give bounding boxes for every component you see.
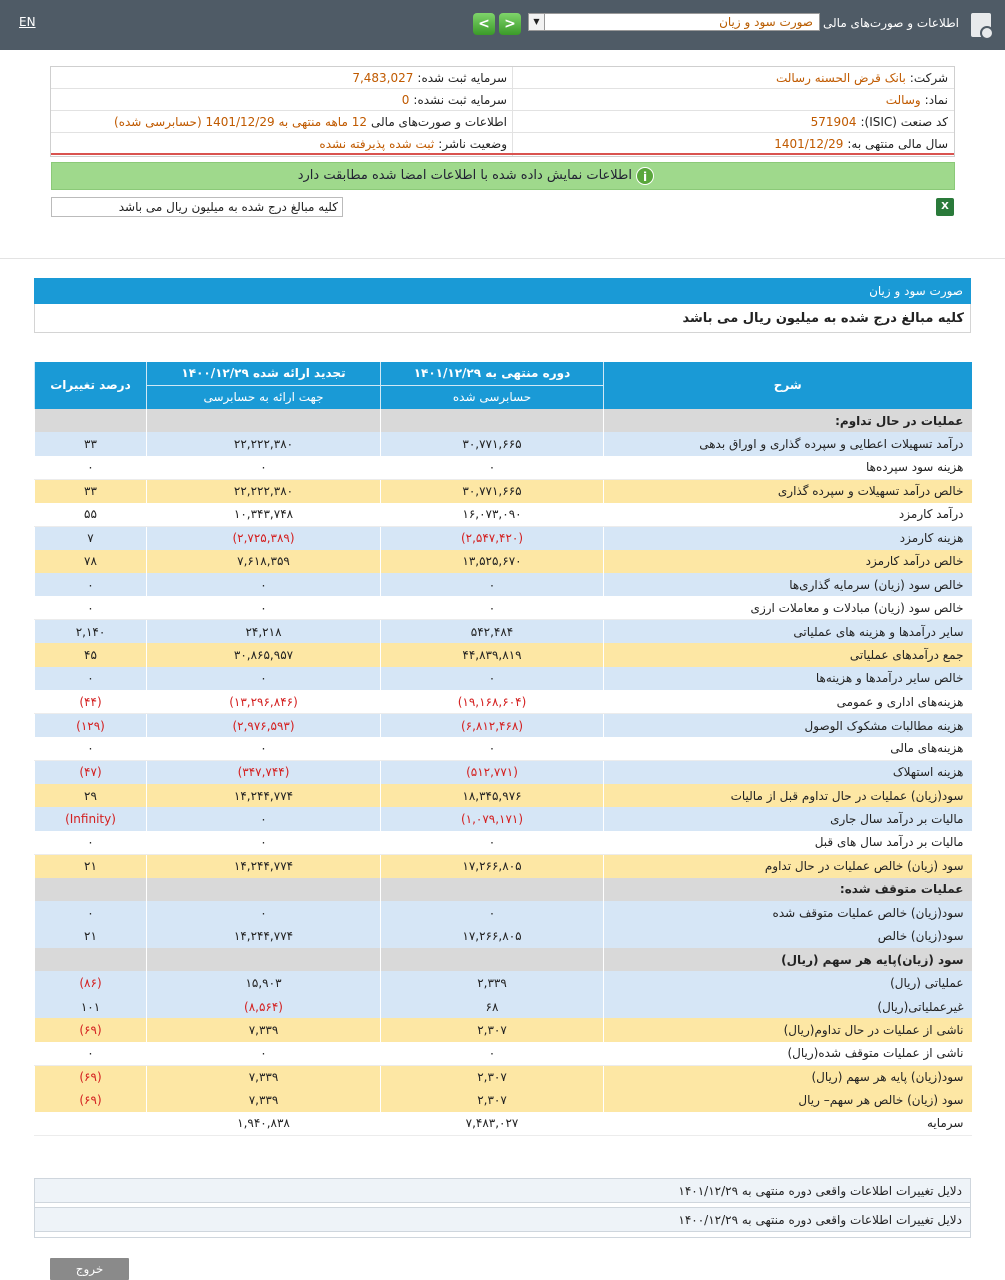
- table-row: [35, 760, 972, 783]
- row-change-percent: ۲,۱۴۰: [35, 620, 147, 643]
- table-row: [35, 714, 972, 737]
- row-description: سود(زیان) عملیات در حال تداوم قبل از مالیات: [604, 784, 972, 807]
- table-row: [35, 784, 972, 807]
- row-current-value: ۰: [381, 667, 604, 690]
- row-current-value: [381, 409, 604, 432]
- row-description: خالص درآمد کارمزد: [604, 550, 972, 573]
- row-previous-value: ۱,۹۴۰,۸۳۸: [147, 1112, 381, 1135]
- row-description: غیرعملیاتی(ریال): [604, 995, 972, 1018]
- row-description: خالص سایر درآمدها و هزینه‌ها: [604, 667, 972, 690]
- row-current-value: (۱۹,۱۶۸,۶۰۴): [381, 690, 604, 713]
- row-change-percent: ۳۳: [35, 432, 147, 455]
- row-current-value: ۱۷,۲۶۶,۸۰۵: [381, 925, 604, 948]
- row-current-value: ۷,۴۸۳,۰۲۷: [381, 1112, 604, 1135]
- row-change-percent: (۶۹): [35, 1089, 147, 1112]
- statements-label: اطلاعات و صورت‌های مالی: [371, 115, 507, 129]
- row-change-percent: ۰: [35, 573, 147, 596]
- table-row: [35, 948, 972, 971]
- row-description: سود(زیان) خالص: [604, 925, 972, 948]
- registered-capital-label: سرمایه ثبت شده:: [417, 71, 507, 85]
- row-change-percent: ۰: [35, 667, 147, 690]
- app-title: اطلاعات و صورت‌های مالی: [823, 16, 959, 30]
- row-change-percent: (۶۹): [35, 1018, 147, 1041]
- reasons-row-1400[interactable]: دلایل تغییرات اطلاعات واقعی دوره منتهی به ۱۴۰۰/۱۲/۲۹: [34, 1207, 971, 1232]
- row-current-value: [381, 948, 604, 971]
- symbol-label: نماد:: [924, 93, 948, 107]
- divider: [0, 258, 1005, 259]
- fiscal-year-label: سال مالی منتهی به:: [847, 137, 948, 151]
- row-current-value: ۲,۳۰۷: [381, 1018, 604, 1041]
- row-current-value: ۲,۳۰۷: [381, 1065, 604, 1088]
- row-change-percent: ۰: [35, 596, 147, 619]
- table-row: [35, 1089, 972, 1112]
- row-change-percent: ۵۵: [35, 503, 147, 526]
- row-change-percent: ۲۱: [35, 854, 147, 877]
- row-current-value: ۰: [381, 901, 604, 924]
- row-previous-value: ۱۵,۹۰۳: [147, 971, 381, 994]
- row-description: خالص درآمد تسهیلات و سپرده گذاری: [604, 479, 972, 502]
- row-description: ناشی از عملیات در حال تداوم(ریال): [604, 1018, 972, 1041]
- table-row: [35, 503, 972, 526]
- table-row: [35, 596, 972, 619]
- row-current-value: [381, 878, 604, 901]
- row-previous-value: (۳۴۷,۷۴۴): [147, 760, 381, 783]
- row-change-percent: (Infinity): [35, 807, 147, 830]
- row-previous-value: ۰: [147, 1042, 381, 1065]
- row-description: سود (زیان) خالص هر سهم– ریال: [604, 1089, 972, 1112]
- excel-export-icon[interactable]: X: [936, 198, 954, 216]
- table-row: [35, 550, 972, 573]
- row-change-percent: ۲۹: [35, 784, 147, 807]
- row-description: هزینه‌های اداری و عمومی: [604, 690, 972, 713]
- chevron-down-icon[interactable]: ▼: [529, 14, 545, 30]
- row-description: هزینه مطالبات مشکوک الوصول: [604, 714, 972, 737]
- header-description: شرح: [604, 362, 972, 409]
- income-statement-table: [34, 362, 972, 1136]
- row-current-value: (۵۱۲,۷۷۱): [381, 760, 604, 783]
- row-previous-value: ۰: [147, 807, 381, 830]
- row-current-value: ۰: [381, 456, 604, 479]
- reasons-spacer: [34, 1232, 971, 1238]
- row-description: جمع درآمدهای عملیاتی: [604, 643, 972, 666]
- row-description: سایر درآمدها و هزینه های عملیاتی: [604, 620, 972, 643]
- row-change-percent: [35, 948, 147, 971]
- row-previous-value: ۰: [147, 667, 381, 690]
- row-previous-value: ۰: [147, 737, 381, 760]
- row-current-value: ۰: [381, 573, 604, 596]
- row-change-percent: ۰: [35, 1042, 147, 1065]
- top-bar: [0, 0, 1005, 50]
- publisher-status-value: ثبت شده پذیرفته نشده: [319, 137, 435, 151]
- row-change-percent: [35, 1112, 147, 1135]
- row-previous-value: ۰: [147, 901, 381, 924]
- row-current-value: ۳۰,۷۷۱,۶۶۵: [381, 479, 604, 502]
- row-previous-value: ۷,۳۳۹: [147, 1018, 381, 1041]
- row-change-percent: ۴۵: [35, 643, 147, 666]
- row-current-value: ۰: [381, 1042, 604, 1065]
- row-change-percent: [35, 878, 147, 901]
- units-note-box: کلیه مبالغ درج شده به میلیون ریال می باشد: [51, 197, 343, 217]
- row-current-value: ۱۷,۲۶۶,۸۰۵: [381, 854, 604, 877]
- prev-report-button[interactable]: <: [473, 13, 495, 35]
- row-change-percent: ۱۰۱: [35, 995, 147, 1018]
- verification-notice: [51, 162, 955, 190]
- row-current-value: ۵۴۲,۴۸۴: [381, 620, 604, 643]
- row-current-value: ۰: [381, 831, 604, 854]
- row-previous-value: [147, 948, 381, 971]
- table-row: [35, 456, 972, 479]
- row-previous-value: (۱۳,۲۹۶,۸۴۶): [147, 690, 381, 713]
- row-description: درآمد تسهیلات اعطایی و سپرده گذاری و اوراق بدهی: [604, 432, 972, 455]
- row-description: هزینه کارمزد: [604, 526, 972, 549]
- table-row: [35, 667, 972, 690]
- table-row: [35, 690, 972, 713]
- row-current-value: ۰: [381, 596, 604, 619]
- table-row: [35, 1112, 972, 1135]
- row-description: مالیات بر درآمد سال جاری: [604, 807, 972, 830]
- row-current-value: ۶۸: [381, 995, 604, 1018]
- row-previous-value: (۸,۵۶۴): [147, 995, 381, 1018]
- isic-value: 571904: [810, 115, 857, 129]
- row-previous-value: ۲۲,۲۲۲,۳۸۰: [147, 432, 381, 455]
- row-description: ناشی از عملیات متوقف شده(ریال): [604, 1042, 972, 1065]
- table-row: [35, 831, 972, 854]
- row-previous-value: ۰: [147, 596, 381, 619]
- row-previous-value: ۱۴,۲۴۴,۷۷۴: [147, 925, 381, 948]
- info-row-1: [51, 67, 954, 89]
- row-change-percent: (۱۲۹): [35, 714, 147, 737]
- row-description: هزینه سود سپرده‌ها: [604, 456, 972, 479]
- row-change-percent: (۴۴): [35, 690, 147, 713]
- table-row: [35, 573, 972, 596]
- row-previous-value: (۲,۹۷۶,۵۹۳): [147, 714, 381, 737]
- unregistered-capital-label: سرمایه ثبت نشده:: [413, 93, 507, 107]
- report-type-select[interactable]: [528, 13, 820, 31]
- header-restated-sub: جهت ارائه به حسابرسی: [147, 385, 381, 408]
- row-description: سود (زیان) خالص عملیات در حال تداوم: [604, 854, 972, 877]
- row-description: عملیات در حال تداوم:: [604, 409, 972, 432]
- row-current-value: ۱۸,۳۴۵,۹۷۶: [381, 784, 604, 807]
- table-row: [35, 901, 972, 924]
- table-row: [35, 878, 972, 901]
- row-description: عملیات متوقف شده:: [604, 878, 972, 901]
- publisher-status-label: وضعیت ناشر:: [438, 137, 507, 151]
- fiscal-year-value: 1401/12/29: [774, 137, 844, 151]
- table-row: [35, 479, 972, 502]
- row-change-percent: ۷: [35, 526, 147, 549]
- table-row: [35, 409, 972, 432]
- exit-button[interactable]: خروج: [50, 1258, 129, 1280]
- unregistered-capital-value: 0: [401, 93, 410, 107]
- row-current-value: ۱۳,۵۲۵,۶۷۰: [381, 550, 604, 573]
- row-previous-value: ۲۲,۲۲۲,۳۸۰: [147, 479, 381, 502]
- symbol-value: وسالت: [885, 93, 921, 107]
- table-row: [35, 995, 972, 1018]
- row-previous-value: ۱۴,۲۴۴,۷۷۴: [147, 784, 381, 807]
- language-switch-link[interactable]: EN: [19, 15, 36, 29]
- verification-notice-text: اطلاعات نمایش داده شده با اطلاعات امضا شده مطابقت دارد: [297, 168, 632, 183]
- header-period: دوره منتهی به ۱۴۰۱/۱۲/۲۹: [381, 362, 604, 385]
- row-change-percent: ۰: [35, 456, 147, 479]
- row-change-percent: (۶۹): [35, 1065, 147, 1088]
- row-previous-value: ۰: [147, 831, 381, 854]
- report-type-select-value: صورت سود و زیان: [719, 15, 813, 29]
- row-current-value: ۳۰,۷۷۱,۶۶۵: [381, 432, 604, 455]
- table-row: [35, 643, 972, 666]
- next-report-button[interactable]: >: [499, 13, 521, 35]
- row-change-percent: ۰: [35, 831, 147, 854]
- section-title: صورت سود و زیان: [34, 278, 971, 304]
- row-change-percent: ۷۸: [35, 550, 147, 573]
- row-current-value: ۲,۳۰۷: [381, 1089, 604, 1112]
- table-row: [35, 971, 972, 994]
- document-check-icon: [971, 13, 991, 37]
- info-row-3: [51, 111, 954, 133]
- row-change-percent: ۲۱: [35, 925, 147, 948]
- row-current-value: ۱۶,۰۷۳,۰۹۰: [381, 503, 604, 526]
- row-previous-value: ۷,۶۱۸,۳۵۹: [147, 550, 381, 573]
- row-previous-value: [147, 409, 381, 432]
- registered-capital-value: 7,483,027: [352, 71, 414, 85]
- row-description: عملیاتی (ریال): [604, 971, 972, 994]
- header-restated: تجدید ارائه شده ۱۴۰۰/۱۲/۲۹: [147, 362, 381, 385]
- row-previous-value: ۲۴,۲۱۸: [147, 620, 381, 643]
- section-units-note: کلیه مبالغ درج شده به میلیون ریال می باشد: [34, 304, 971, 333]
- row-description: درآمد کارمزد: [604, 503, 972, 526]
- table-row: [35, 1018, 972, 1041]
- row-change-percent: ۳۳: [35, 479, 147, 502]
- row-previous-value: ۱۴,۲۴۴,۷۷۴: [147, 854, 381, 877]
- row-change-percent: [35, 409, 147, 432]
- info-row-4: [51, 133, 954, 155]
- row-description: هزینه استهلاک: [604, 760, 972, 783]
- row-previous-value: ۰: [147, 573, 381, 596]
- row-previous-value: [147, 878, 381, 901]
- row-current-value: ۰: [381, 737, 604, 760]
- statements-value: 12 ماهه منتهی به 1401/12/29 (حسابرسی شده): [114, 115, 367, 129]
- table-body: [35, 409, 972, 1136]
- table-row: [35, 432, 972, 455]
- company-info-box: [50, 66, 955, 157]
- row-change-percent: (۴۷): [35, 760, 147, 783]
- reasons-row-1401[interactable]: دلایل تغییرات اطلاعات واقعی دوره منتهی به ۱۴۰۱/۱۲/۲۹: [34, 1178, 971, 1203]
- row-description: خالص سود (زیان) مبادلات و معاملات ارزی: [604, 596, 972, 619]
- row-current-value: (۱,۰۷۹,۱۷۱): [381, 807, 604, 830]
- company-label: شرکت:: [909, 71, 948, 85]
- row-previous-value: ۷,۳۳۹: [147, 1065, 381, 1088]
- table-row: [35, 526, 972, 549]
- row-current-value: ۲,۳۳۹: [381, 971, 604, 994]
- row-previous-value: (۲,۷۲۵,۳۸۹): [147, 526, 381, 549]
- row-description: سرمایه: [604, 1112, 972, 1135]
- row-previous-value: ۷,۳۳۹: [147, 1089, 381, 1112]
- table-row: [35, 854, 972, 877]
- table-row: [35, 925, 972, 948]
- table-row: [35, 620, 972, 643]
- company-value: بانک قرض الحسنه رسالت: [775, 71, 906, 85]
- table-row: [35, 807, 972, 830]
- row-description: سود (زیان)پایه هر سهم (ریال): [604, 948, 972, 971]
- row-change-percent: ۰: [35, 901, 147, 924]
- row-current-value: ۴۴,۸۳۹,۸۱۹: [381, 643, 604, 666]
- row-previous-value: ۰: [147, 456, 381, 479]
- row-change-percent: ۰: [35, 737, 147, 760]
- header-change-percent: درصد تغییرات: [35, 362, 147, 409]
- info-row-2: [51, 89, 954, 111]
- row-current-value: (۶,۸۱۲,۴۶۸): [381, 714, 604, 737]
- row-current-value: (۲,۵۴۷,۴۲۰): [381, 526, 604, 549]
- row-previous-value: ۱۰,۳۴۳,۷۴۸: [147, 503, 381, 526]
- info-icon: i: [636, 167, 654, 185]
- row-change-percent: (۸۶): [35, 971, 147, 994]
- table-row: [35, 1042, 972, 1065]
- header-period-sub: حسابرسی شده: [381, 385, 604, 408]
- row-description: سود(زیان) خالص عملیات متوقف شده: [604, 901, 972, 924]
- row-description: خالص سود (زیان) سرمایه گذاری‌ها: [604, 573, 972, 596]
- row-previous-value: ۳۰,۸۶۵,۹۵۷: [147, 643, 381, 666]
- row-description: مالیات بر درآمد سال های قبل: [604, 831, 972, 854]
- isic-label: کد صنعت (ISIC):: [860, 115, 948, 129]
- row-description: هزینه‌های مالی: [604, 737, 972, 760]
- table-row: [35, 737, 972, 760]
- table-row: [35, 1065, 972, 1088]
- row-description: سود(زیان) پایه هر سهم (ریال): [604, 1065, 972, 1088]
